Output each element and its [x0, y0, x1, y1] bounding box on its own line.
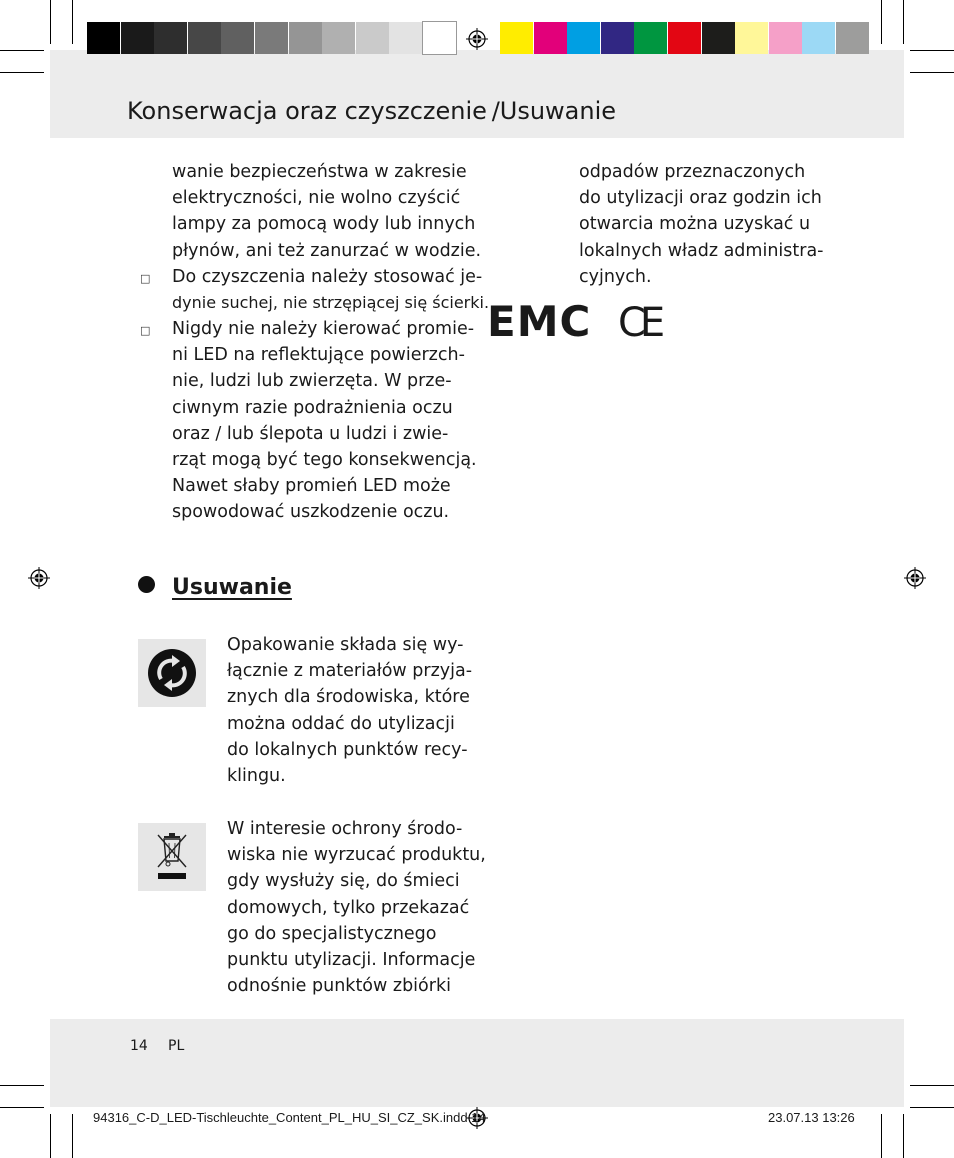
gray-swatch [87, 22, 120, 54]
right-column-paragraph: odpadów przeznaczonych do utylizacji oraz godzin ich otwarcia można uzyskać u lokalnych władz administra- cyjnych. [579, 162, 824, 287]
registration-mark-icon [904, 567, 926, 589]
color-swatch [735, 22, 768, 54]
color-swatch [769, 22, 802, 54]
recycling-green-dot-icon [138, 639, 206, 707]
color-swatch [601, 22, 634, 54]
intro-paragraph: wanie bezpieczeństwa w zakresie elektryczności, nie wolno czyścić lampy za pomocą wody lub innych płynów, ani też zanurzać w wodzie. [172, 162, 482, 261]
color-swatch [668, 22, 701, 54]
color-swatch [702, 22, 735, 54]
gray-swatch [154, 22, 187, 54]
weee-paragraph: W interesie ochrony środo- wiska nie wyrzucać produktu, gdy wysłuży się, do śmieci domowych, tylko przekazać go do specjalistycznego punktu utylizacji. Informacje odnośnie punktów zbiórki [227, 819, 486, 997]
print-slug-file: 94316_C-D_LED-Tischleuchte_Content_PL_HU_SI_CZ_SK.indd 14 [93, 1110, 486, 1125]
print-slug-date: 23.07.13 13:26 [768, 1110, 855, 1125]
color-swatch [534, 22, 567, 54]
gray-swatch [121, 22, 154, 54]
gray-swatch [423, 22, 456, 54]
bullet-checkbox-icon: □ [140, 272, 151, 285]
gray-swatch [356, 22, 389, 54]
page-title: Konserwacja oraz czyszczenie /Usuwanie [127, 97, 617, 125]
gray-swatch [289, 22, 322, 54]
footer-band [50, 1019, 904, 1107]
packaging-paragraph: Opakowanie składa się wy- łącznie z materiałów przyja- znych dla środowiska, które można oddać do utylizacji do lokalnych punktów recy- klingu. [227, 635, 473, 787]
ce-mark: CE [618, 300, 660, 346]
color-swatch [634, 22, 667, 54]
gray-swatch [188, 22, 221, 54]
registration-mark-icon [466, 28, 488, 50]
bullet-item-led-warning: Nigdy nie należy kierować promie- ni LED na reflektujące powierzch- nie, ludzi lub zwierzęta. W prze- ciwnym razie podrażnienia oczu oraz / lub ślepota u ludzi i zwie- rząt mogą być tego konsekwencją. Nawet słaby promień LED może spowodować uszkodzenie oczu. [172, 319, 477, 523]
color-swatch [500, 22, 533, 54]
section-heading-text: Usuwanie [172, 575, 292, 600]
section-heading [138, 575, 292, 600]
crossed-out-bin-icon [138, 823, 206, 891]
language-code: PL [168, 1038, 185, 1054]
gray-swatch [322, 22, 355, 54]
color-swatch [836, 22, 869, 54]
registration-mark-icon [28, 567, 50, 589]
color-swatch [802, 22, 835, 54]
bullet-item-cleaning: Do czyszczenia należy stosować je- dynie suchej, nie strzępiącej się ścierki. [172, 267, 490, 313]
bullet-checkbox-icon: □ [140, 324, 151, 337]
gray-swatch [255, 22, 288, 54]
emc-mark: EMC [487, 297, 592, 346]
section-bullet-icon [138, 576, 155, 593]
gray-swatch [221, 22, 254, 54]
page-number: 14 [130, 1038, 148, 1054]
color-swatch [567, 22, 600, 54]
gray-swatch [389, 22, 422, 54]
